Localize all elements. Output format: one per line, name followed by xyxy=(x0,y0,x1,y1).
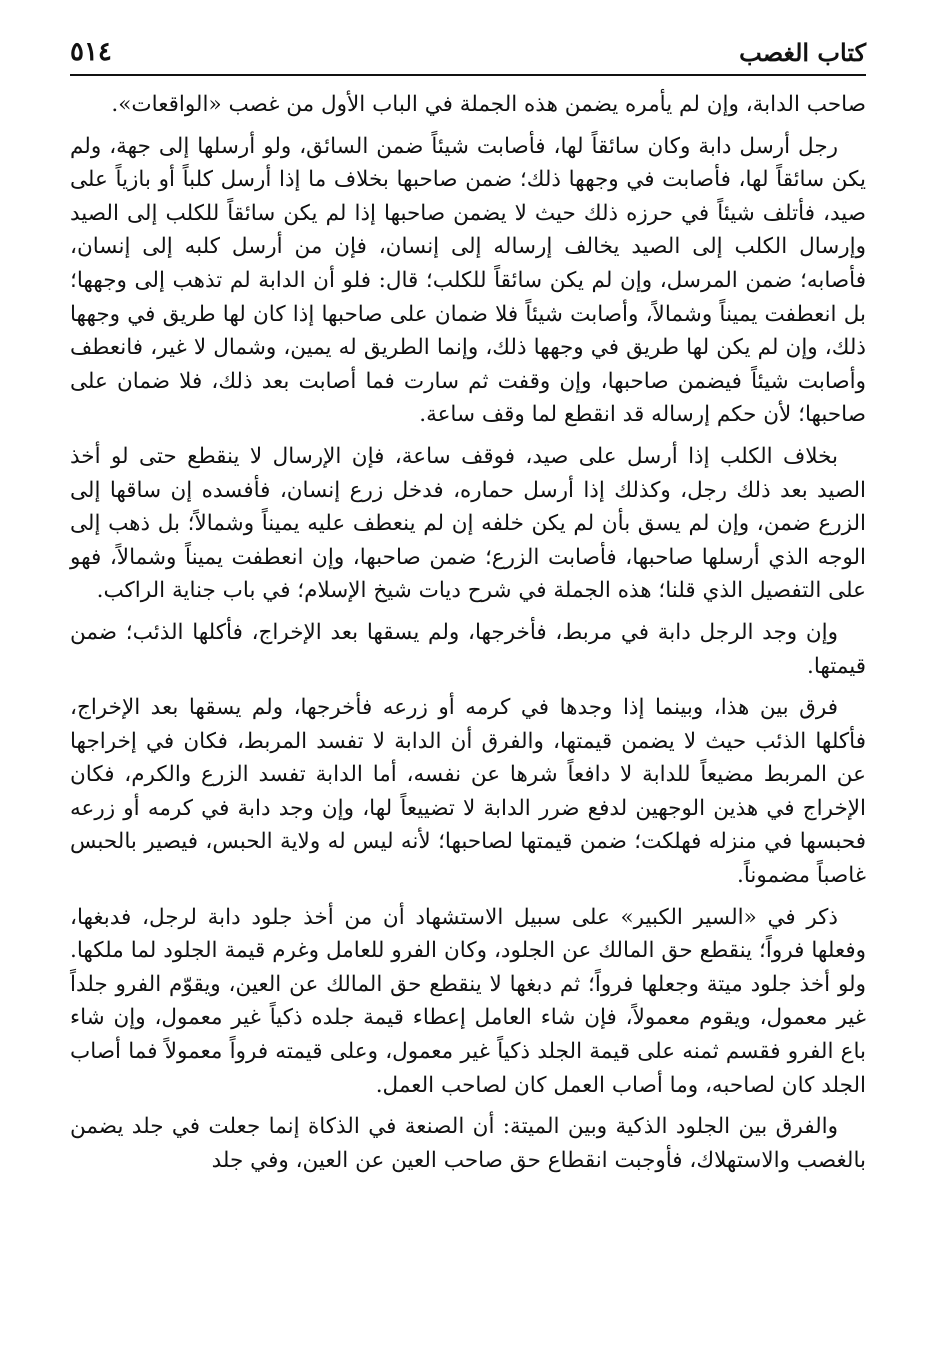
page-number: ٥١٤ xyxy=(70,37,112,67)
paragraph: وإن وجد الرجل دابة في مربط، فأخرجها، ولم يسقها بعد الإخراج، فأكلها الذئب؛ ضمن قيمتها. xyxy=(70,619,866,679)
paragraph: بخلاف الكلب إذا أرسل على صيد، فوقف ساعة، فإن الإرسال لا ينقطع حتى لو أخذ الصيد بعد ذلك رجل، وكذلك إذا أرسل حماره، فدخل زرع إنسان، فأفسده إن ساقها إلى الزرع ضمن، وإن لم يسق بأن لم يكن خلفه إن لم ينعطف عليه يميناً وشمالاً؛ بل ذهب إلى الوجه الذي أرسلها صاحبها، فأصابت الزرع؛ ضمن صاحبها، وإن انعطفت يميناً وشمالاً، فهو على التفصيل الذي قلنا؛ هذه الجملة في شرح ديات شيخ الإسلام؛ في باب جناية الراكب. xyxy=(70,443,866,604)
paragraph: والفرق بين الجلود الذكية وبين الميتة: أن الصنعة في الذكاة إنما جعلت في جلد يضمن بالغصب والاستهلاك، فأوجبت انقطاع حق صاحب العين عن العين، وفي جلد xyxy=(70,1114,866,1173)
page-body xyxy=(70,88,866,1185)
paragraph: صاحب الدابة، وإن لم يأمره يضمن هذه الجملة في الباب الأول من غصب «الواقعات». xyxy=(111,92,866,117)
page-header xyxy=(70,30,866,76)
paragraph: ذكر في «السير الكبير» على سبيل الاستشهاد أن من أخذ جلود دابة لرجل، فدبغها، وفعلها فرواً؛ ينقطع حق المالك عن الجلود، وكان الفرو للعامل وغرم قيمة الجلود لما ملكها. ولو أخذ جلود ميتة وجعلها فرواً؛ ثم دبغها لا ينقطع حق المالك عن العين، ويقوّم الفرو جلداً غير معمول، ويقوم معمولاً، فإن شاء العامل إعطاء قيمة جلده ذكياً غير معمول، وإن شاء باع الفرو فقسم ثمنه على قيمة الجلد ذكياً غير معمول، وعلى قيمته فرواً معمولاً فما أصاب الجلد كان لصاحبه، وما أصاب العمل كان لصاحب العمل. xyxy=(70,904,866,1098)
book-title: كتاب الغصب xyxy=(739,37,866,67)
paragraph: رجل أرسل دابة وكان سائقاً لها، فأصابت شيئاً ضمن السائق، ولو أرسلها إلى جهة، ولم يكن سائقاً لها، فأصابت في وجهها ذلك؛ ضمن صاحبها بخلاف ما إذا أرسل كلباً أو بازياً على صيد، فأتلف شيئاً في حرزه ذلك حيث لا يضمن صاحبها إذا لم يكن سائقاً للكلب إلى الصيد وإرسال الكلب إلى الصيد يخالف إرساله إلى إنسان، فإن من أرسل كلبه إلى إنسان، فأصابه؛ ضمن المرسل، وإن لم يكن سائقاً للكلب؛ قال: فلو أن الدابة لم تذهب إلى وجهها؛ بل انعطفت يميناً وشمالاً، وأصابت شيئاً فلا ضمان على صاحبها إذا كان لها طريق في وجهها ذلك، وإن لم يكن لها طريق في وجهها ذلك، وإنما الطريق له يمين، وشمال لا غير، فانعطف وأصابت شيئاً فيضمن صاحبها، وإن وقفت ثم سارت فما أصابت بعد ذلك، فلا ضمان على صاحبها؛ لأن حكم إرساله قد انقطع لما وقف ساعة. xyxy=(70,133,866,428)
paragraph: فرق بين هذا، وبينما إذا وجدها في كرمه أو زرعه فأخرجها، ولم يسقها بعد الإخراج، فأكلها الذئب حيث لا يضمن قيمتها، والفرق أن الدابة لا تفسد المربط، فكان في إخراجها عن المربط مضيعاً للدابة لا دافعاً شرها عن نفسه، أما الدابة تفسد الزرع والكرم، فكان الإخراج في هذين الوجهين لدفع ضرر الدابة لا تضييعاً لها، وإن وجد دابة في كرمه أو زرعه فحبسها في منزله فهلكت؛ ضمن قيمتها لصاحبها؛ لأنه ليس له ولاية الحبس، فيصير بالحبس غاصباً مضموناً. xyxy=(70,695,866,889)
